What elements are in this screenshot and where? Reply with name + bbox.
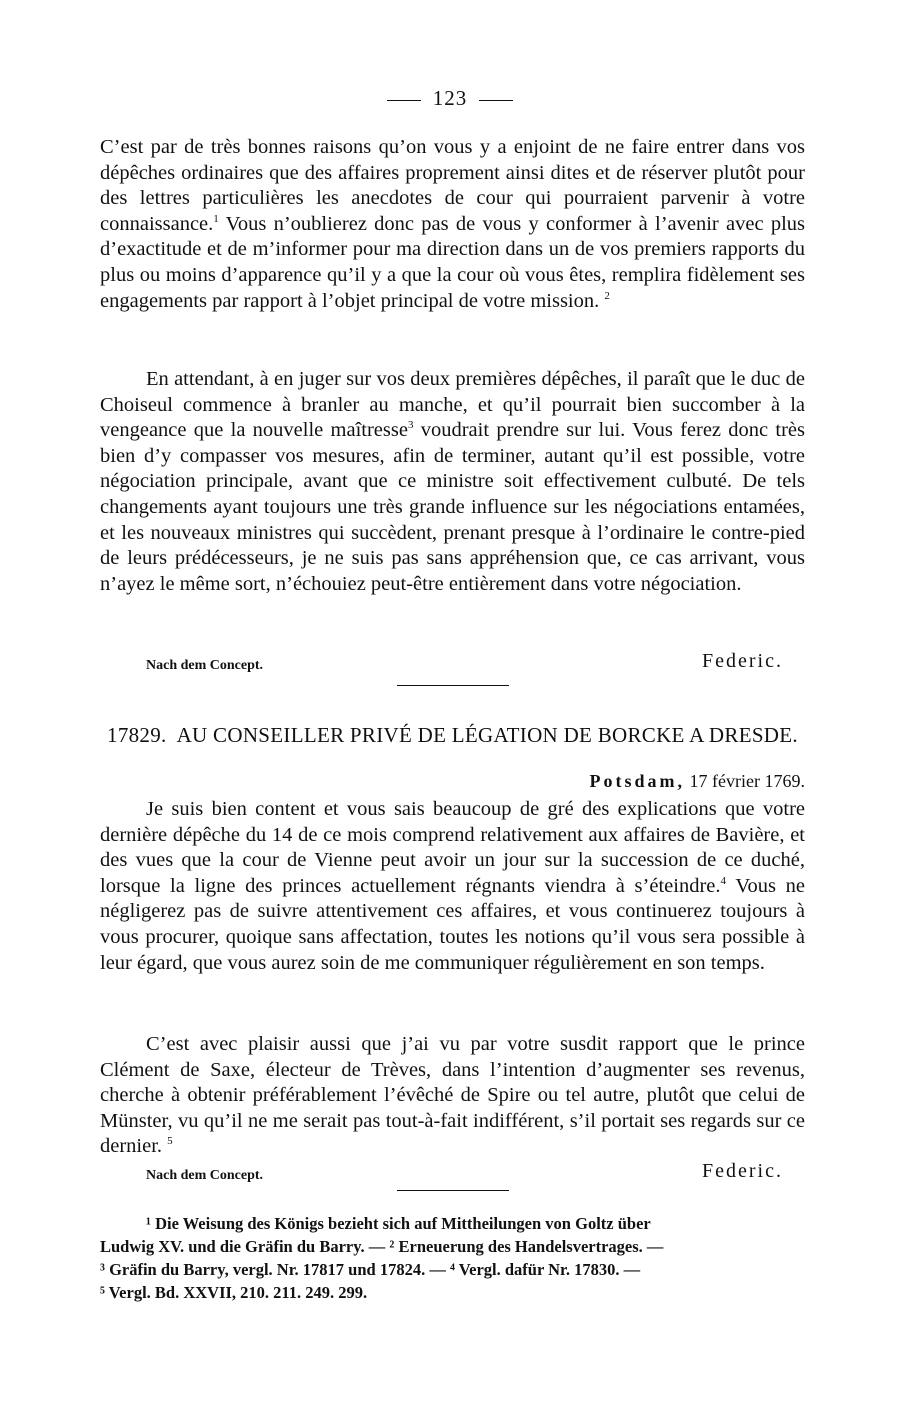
footnote-line-1: ¹ Die Weisung des Königs bezieht sich auf Mittheilungen von Goltz über bbox=[146, 1214, 651, 1233]
footnote-ref-5: 5 bbox=[167, 1135, 173, 1148]
footnote-ref-4: 4 bbox=[720, 874, 727, 887]
letter-a-p1-text-b: Vous n’oublierez donc pas de vous y conformer à l’avenir avec plus d’exactitude et de m’informer pour ma direction dans un de vos premiers rapports du plus ou moins d’apparence qu’il y a que la cour où vous êtes, remplira fidèlement ses engagements par rapport à l’objet principal de votre mission. bbox=[100, 212, 805, 312]
letter-b-p1-text-b: Vous ne négligerez pas de suivre attentivement ces affaires, et vous continuerez toujours à vous procurer, quoique sans affectation, toutes les notions qu’il vous sera possible à leur égard, que vous aurez soin de me communiquer régulièrement en son temps. bbox=[100, 874, 806, 974]
page-header bbox=[0, 86, 900, 111]
letter-a-paragraph-2 bbox=[100, 367, 805, 597]
letter-b-closing bbox=[100, 1160, 805, 1190]
footnote-line-2: Ludwig XV. und die Gräfin du Barry. — ² Erneuerung des Handelsvertrages. — bbox=[100, 1237, 664, 1256]
letter-a-signature: Federic. bbox=[702, 650, 783, 672]
letter-b-source: Nach dem Concept. bbox=[146, 1168, 264, 1183]
letter-b-heading bbox=[100, 722, 805, 748]
letter-a-paragraph-1 bbox=[100, 135, 805, 314]
letter-b-dateline bbox=[590, 771, 805, 792]
letter-b-p2-text: C’est avec plaisir aussi que j’ai vu par votre susdit rapport que le prince Clément de Saxe, électeur de Trèves, dans l’intention d’augmenter ses revenus, cherche à obtenir préférablement l’évêché de Spire ou tel autre, plutôt que celui de Münster, vu qu’il ne me serait pas tout-à-fait indifférent, s’il portait ses regards sur ce dernier. bbox=[100, 1033, 805, 1158]
separator-rule-1 bbox=[397, 685, 509, 686]
footnote-ref-1: 1 bbox=[213, 212, 219, 225]
letter-b-paragraph-2 bbox=[100, 1032, 805, 1160]
letter-a-p1-text: C’est par de très bonnes raisons qu’on vous y a enjoint de ne faire entrer dans vos dépêches ordinaires que des affaires proprement ainsi dites et de réserver plutôt pour des lettres particulières les anecdotes de cour qui pourraient parvenir à votre connaissance. bbox=[100, 136, 805, 235]
footnotes bbox=[100, 1212, 808, 1304]
header-dash-right bbox=[479, 100, 513, 101]
letter-b-title: AU CONSEILLER PRIVÉ DE LÉGATION DE BORCKE A DRESDE. bbox=[176, 723, 798, 747]
footnote-line-4: ⁵ Vergl. Bd. XXVII, 210. 211. 249. 299. bbox=[100, 1283, 368, 1302]
letter-a-source: Nach dem Concept. bbox=[146, 658, 264, 673]
letter-a-p2-text: En attendant, à en juger sur vos deux premières dépêches, il paraît que le duc de Choiseul commence à branler au manche, et qu’il pourrait bien succomber à la vengeance que la nouvelle maîtresse bbox=[100, 368, 805, 442]
page-number: 123 bbox=[432, 86, 468, 110]
footnote-ref-3: 3 bbox=[407, 419, 414, 432]
letter-b-place: Potsdam, bbox=[589, 771, 686, 791]
header-dash-left bbox=[387, 100, 421, 101]
separator-rule-2 bbox=[397, 1190, 509, 1191]
letter-b-date: 17 février 1769. bbox=[689, 771, 805, 791]
letter-b-p1-text: Je suis bien content et vous sais beaucoup de gré des explications que votre dernière dépêche du 14 de ce mois comprend relativement aux affaires de Bavière, et des vues que la cour de Vienne peut avoir un jour sur la succession de ce duché, lorsque la ligne des princes actuellement régnants viendra à s’éteindre. bbox=[100, 798, 805, 897]
letter-b-number: 17829. bbox=[107, 723, 167, 747]
letter-b-paragraph-1 bbox=[100, 797, 805, 976]
footnote-line-3: ³ Gräfin du Barry, vergl. Nr. 17817 und 17824. — ⁴ Vergl. dafür Nr. 17830. — bbox=[100, 1260, 641, 1279]
footnote-ref-2: 2 bbox=[604, 289, 610, 302]
letter-b-signature: Federic. bbox=[702, 1160, 783, 1182]
letter-a-p2-text-b: voudrait prendre sur lui. Vous ferez donc très bien d’y compasser vos mesures, afin de terminer, autant qu’il est possible, votre négociation principale, avant que ce ministre soit effectivement culbuté. De tels changements ayant toujours une très grande influence sur les négociations entamées, et les nouveaux ministres qui succèdent, prenant presque à l’ordinaire le contre-pied de leurs prédécesseurs, je ne suis pas sans appréhension que, ce cas arrivant, vous n’ayez le même sort, n’échouiez peut-être entièrement dans votre négociation. bbox=[100, 419, 805, 595]
letter-a-closing bbox=[100, 650, 805, 680]
